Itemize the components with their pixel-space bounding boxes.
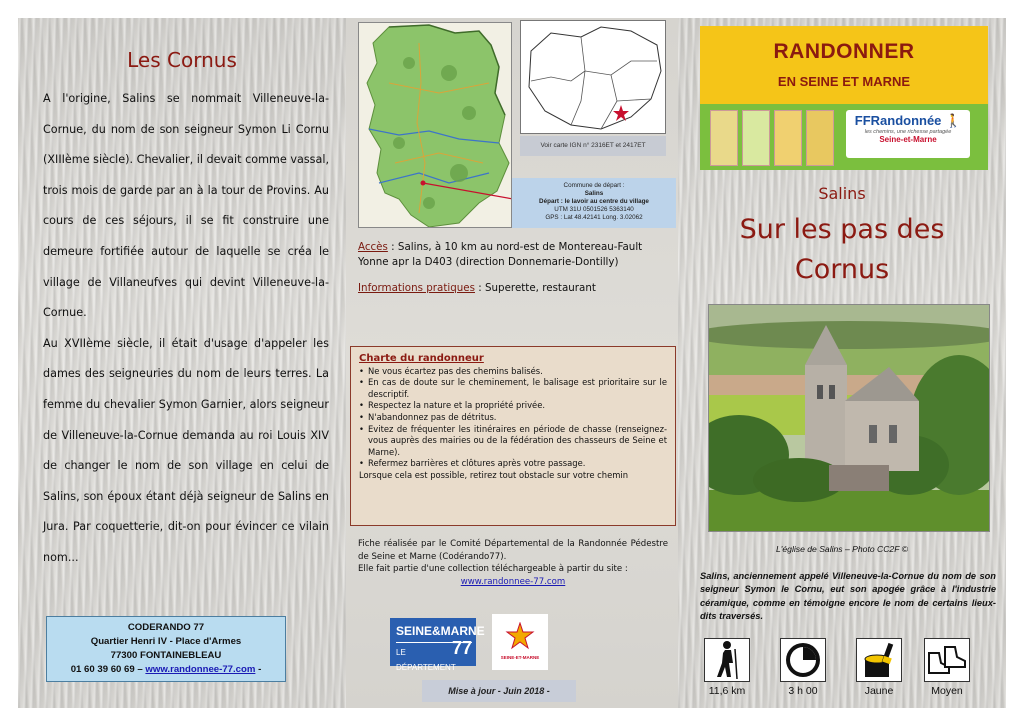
duration-icon-box [780,638,826,682]
cdrp-logo-text: SEINE-ET-MARNE [500,655,540,660]
contact-name: CODERANDO 77 [127,622,205,633]
guide-book-image [806,110,834,166]
duration-label: 3 h 00 [788,685,818,697]
history-text [43,84,329,574]
charter-list [359,366,667,470]
seine-et-marne-map-icon [359,23,512,228]
access-info [358,240,670,270]
contact-city: 77300 FONTAINEBLEAU [110,650,222,661]
fiche-text-2: Elle fait partie d'une collection téléchargeable à partir du site : [358,564,628,574]
ffr-hiker-icon: 🚶 [945,113,962,128]
logo-sm77-text: SEINE&MARNE [396,624,485,638]
contact-line [47,663,285,677]
charter-item: • Evitez de fréquenter les itinéraires en période de chasse (renseignez-vous auprès des mairies ou de la fédération des chasseurs de Seine et Marne). [359,424,667,459]
charter-title: Charte du randonneur [359,353,484,364]
charter-item: • N'abandonnez pas de détritus. [359,412,667,424]
seine-et-marne-logo[interactable] [390,618,485,672]
depart-gps: GPS : Lat 48.42141 Long. 3.02062 [545,214,643,221]
difficulty-label: Moyen [931,685,963,697]
region-map-icon [521,21,667,135]
banner-subtitle: EN SEINE ET MARNE [777,74,911,89]
charter-item: • En cas de doute sur le cheminement, le balisage est prioritaire sur le descriptif. [359,377,667,400]
depart-line: Commune de départ : [563,182,625,189]
difficulty-icon-box [924,638,970,682]
contact-website-link[interactable]: www.randonnee-77.com [145,664,256,675]
logo-sm77-subtitle: LE DÉPARTEMENT [396,642,472,675]
contact-address: Quartier Henri IV - Place d'Armes [90,636,242,647]
church-photo [708,304,990,532]
paint-pot-icon [857,639,901,681]
contact-trail: - [255,664,262,675]
guide-book-image [742,110,770,166]
depart-utm: UTM 31U 0501526 5363140 [554,206,634,213]
trail-title [678,210,1006,290]
charter-footer: Lorsque cela est possible, retirez tout obstacle sur votre chemin [359,469,629,480]
ffr-region: Seine-et-Marne [879,135,937,144]
middle-panel [346,18,678,708]
update-date: Mise à jour - Juin 2018 - [422,680,576,702]
fiche-website-link[interactable]: www.randonnee-77.com [460,576,566,587]
ffr-tagline: les chemins, une richesse partagée [864,129,952,135]
ffrandonnee-logo[interactable] [846,110,970,158]
trail-title-line-1: Sur les pas des [739,214,945,245]
ffr-logo-text [846,110,970,129]
department-map [358,22,512,228]
left-panel [18,18,346,708]
banner-green-strip [700,104,988,170]
guide-book-image [774,110,802,166]
distance-icon-box [704,638,750,682]
practical-info-label: Informations pratiques [358,282,475,294]
access-label: Accès [358,241,388,253]
hiker-icon [705,639,749,681]
ffr-logo-name: FFRandonnée [854,113,942,128]
church-landscape-image [709,305,990,532]
ign-map-reference: Voir carte IGN n° 2316ET et 2417ET [520,136,666,156]
section-title: Les Cornus [127,48,237,72]
distance-label: 11,6 km [708,685,746,697]
contact-phone: 01 60 39 60 69 – [70,664,143,675]
marking-label: Jaune [864,685,894,697]
cdrp-star-icon [505,622,535,650]
clock-icon [781,639,825,681]
hiker-charter-box [350,346,676,526]
right-panel [678,18,1006,708]
logo-sm77-number: 77 [451,638,472,658]
practical-info [358,282,670,294]
fiche-text: Fiche réalisée par le Comité Départemental de la Randonnée Pédestre de Seine et Marne (Codérando77). [358,539,668,562]
charter-item: • Refermez barrières et clôtures après votre passage. [359,458,667,470]
trail-description: Salins, anciennement appelé Villeneuve-la-Cornue du nom de son seigneur Symon le Cornu, eut son apogée grâce à l'industrie céramique, comme en témoigne encore le nom de certains lieux-dits traversés. [700,571,996,621]
depart-point: Départ : le lavoir au centre du village [539,198,649,205]
marking-icon-box [856,638,902,682]
town-name: Salins [818,184,866,203]
departure-info [512,178,676,228]
history-paragraph: A l'origine, Salins se nommait Villeneuve-la-Cornue, du nom de son seigneur Symon Li Cornu (XIIIème siècle). Chevalier, il devait comme vassal, trois mois de garde par an à la tour de Provins. Au cours de ces séjours, il se fit construire une demeure fortifiée autour de laquelle se créa le village de Villaneufves qui devint Villeneuve-la-Cornue. [43,92,329,320]
charter-item: • Respectez la nature et la propriété privée. [359,400,667,412]
boots-icon [925,639,969,681]
practical-info-text: : Superette, restaurant [474,282,596,294]
banner [700,26,988,170]
fiche-credits [358,538,668,588]
banner-title: RANDONNER [773,40,915,63]
access-text: : Salins, à 10 km au nord-est de Montereau-Fault Yonne apr la D403 (direction Donnemarie-Dontilly) [358,241,643,268]
ile-de-france-map [520,20,666,134]
history-paragraph: Au XVIIème siècle, il était d'usage d'appeler les dames des seigneuries du nom de leurs terres. La femme du chevalier Symon Garnier, alors seigneur de Villeneuve-la-Cornue demanda au roi Louis XIV de changer le nom de son village en celui de Salins, son époux étant déjà seigneur de Salins en Jura. Par coquetterie, dit-on pour évincer ce vilain nom... [43,336,329,564]
contact-box [46,616,286,682]
guide-book-image [710,110,738,166]
cdrp-logo[interactable] [492,614,548,670]
depart-town: Salins [584,190,604,197]
photo-caption: L'église de Salins – Photo CC2F © [775,544,909,554]
charter-item: • Ne vous écartez pas des chemins balisés. [359,366,667,378]
trail-title-line-2: Cornus [794,254,890,285]
